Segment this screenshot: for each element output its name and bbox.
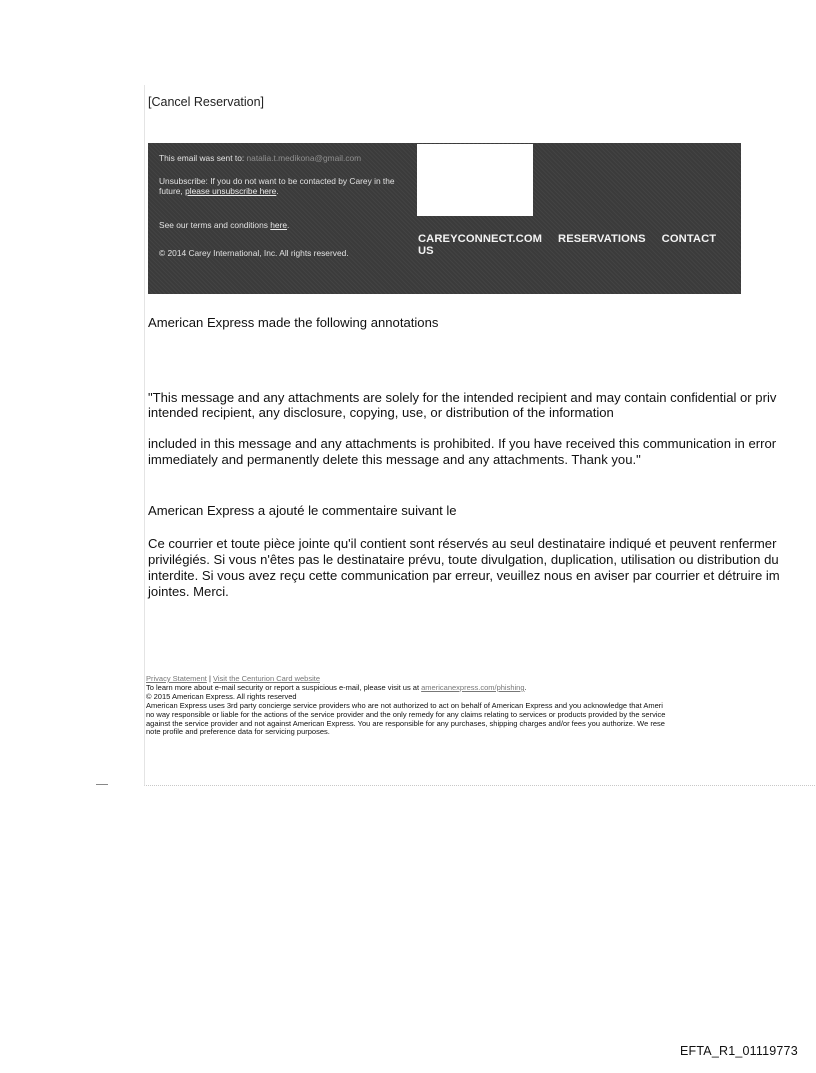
carey-copyright: © 2014 Carey International, Inc. All rights reserved. xyxy=(159,248,349,258)
unsubscribe-line: Unsubscribe: If you do not want to be contacted by Carey in the future, please unsubscribe here. xyxy=(159,176,395,196)
nav-careyconnect[interactable]: CAREYCONNECT.COM xyxy=(418,233,543,245)
disclaimer-en-line-4: immediately and permanently delete this message and any attachments. Thank you." xyxy=(148,452,641,467)
amex-copyright: © 2015 American Express. All rights reserved xyxy=(146,691,297,701)
terms-line: See our terms and conditions here. xyxy=(159,220,290,230)
unsubscribe-text: Unsubscribe: If you do not want to be contacted by Carey in the future, xyxy=(159,176,395,196)
disclaimer-fr-line-4: jointes. Merci. xyxy=(148,584,229,599)
sent-to-email: natalia.t.medikona@gmail.com xyxy=(246,153,362,163)
nav-contact[interactable]: CONTACT xyxy=(661,233,717,245)
document-id: EFTA_R1_01119773 xyxy=(680,1044,798,1058)
annotations-heading-fr: American Express a ajouté le commentaire suivant le xyxy=(148,503,457,518)
centurion-card-link[interactable]: Visit the Centurion Card website xyxy=(213,674,320,683)
terms-text: See our terms and conditions xyxy=(159,220,268,230)
cancel-reservation-link[interactable]: [Cancel Reservation] xyxy=(148,95,265,109)
security-text: To learn more about e-mail security or report a suspicious e-mail, please visit us at xyxy=(146,682,420,692)
disclaimer-fr-line-1: Ce courrier et toute pièce jointe qu'il contient sont réservés au seul destinataire indiqué et peuvent renfermer xyxy=(148,536,777,551)
carey-footer-banner xyxy=(148,143,741,294)
banner-nav xyxy=(418,233,738,257)
disclaimer-en-line-1: "This message and any attachments are solely for the intended recipient and may contain confidential or priv xyxy=(148,390,777,405)
sent-to-label: This email was sent to: xyxy=(159,153,245,163)
unsubscribe-link[interactable]: please unsubscribe here xyxy=(185,186,277,196)
privacy-statement-link[interactable]: Privacy Statement xyxy=(146,674,207,683)
nav-contact-us[interactable]: US xyxy=(418,245,434,257)
legal-separator: | xyxy=(208,674,211,683)
disclaimer-en-line-2: intended recipient, any disclosure, copying, use, or distribution of the information xyxy=(148,405,614,420)
disclaimer-en-line-3: included in this message and any attachments is prohibited. If you have received this communication in error xyxy=(148,436,777,451)
amex-legal-footer xyxy=(146,675,665,737)
security-line: To learn more about e-mail security or report a suspicious e-mail, please visit us at americanexpress.com/phishing. xyxy=(146,682,527,692)
annotations-heading: American Express made the following annotations xyxy=(148,315,439,330)
nav-reservations[interactable]: RESERVATIONS xyxy=(558,233,646,245)
disclaimer-fr-line-3: interdite. Si vous avez reçu cette communication par erreur, veuillez nous en aviser par courrier et détruire im xyxy=(148,568,780,583)
carey-logo-placeholder xyxy=(417,144,533,216)
legal-line-3: against the service provider and not against American Express. You are responsible for any purchases, shipping charges and/or fees you authorize. We rese xyxy=(146,718,665,728)
legal-line-1: American Express uses 3rd party concierge service providers who are not authorized to act on behalf of American Express and you acknowledge that Ameri xyxy=(146,700,663,710)
disclaimer-fr-line-2: privilégiés. Si vous n'êtes pas le destinataire prévu, toute divulgation, duplication, utilisation ou distribution du xyxy=(148,552,779,567)
page-margin-mark xyxy=(96,784,108,785)
phishing-link[interactable]: americanexpress.com/phishing xyxy=(421,682,525,692)
legal-line-4: note profile and preference data for servicing purposes. xyxy=(146,727,330,737)
terms-link[interactable]: here xyxy=(270,220,288,230)
legal-line-2: no way responsible or liable for the actions of the service provider and the only remedy for any claims relating to services or products provided by the service xyxy=(146,709,666,719)
sent-to-line xyxy=(159,153,399,163)
